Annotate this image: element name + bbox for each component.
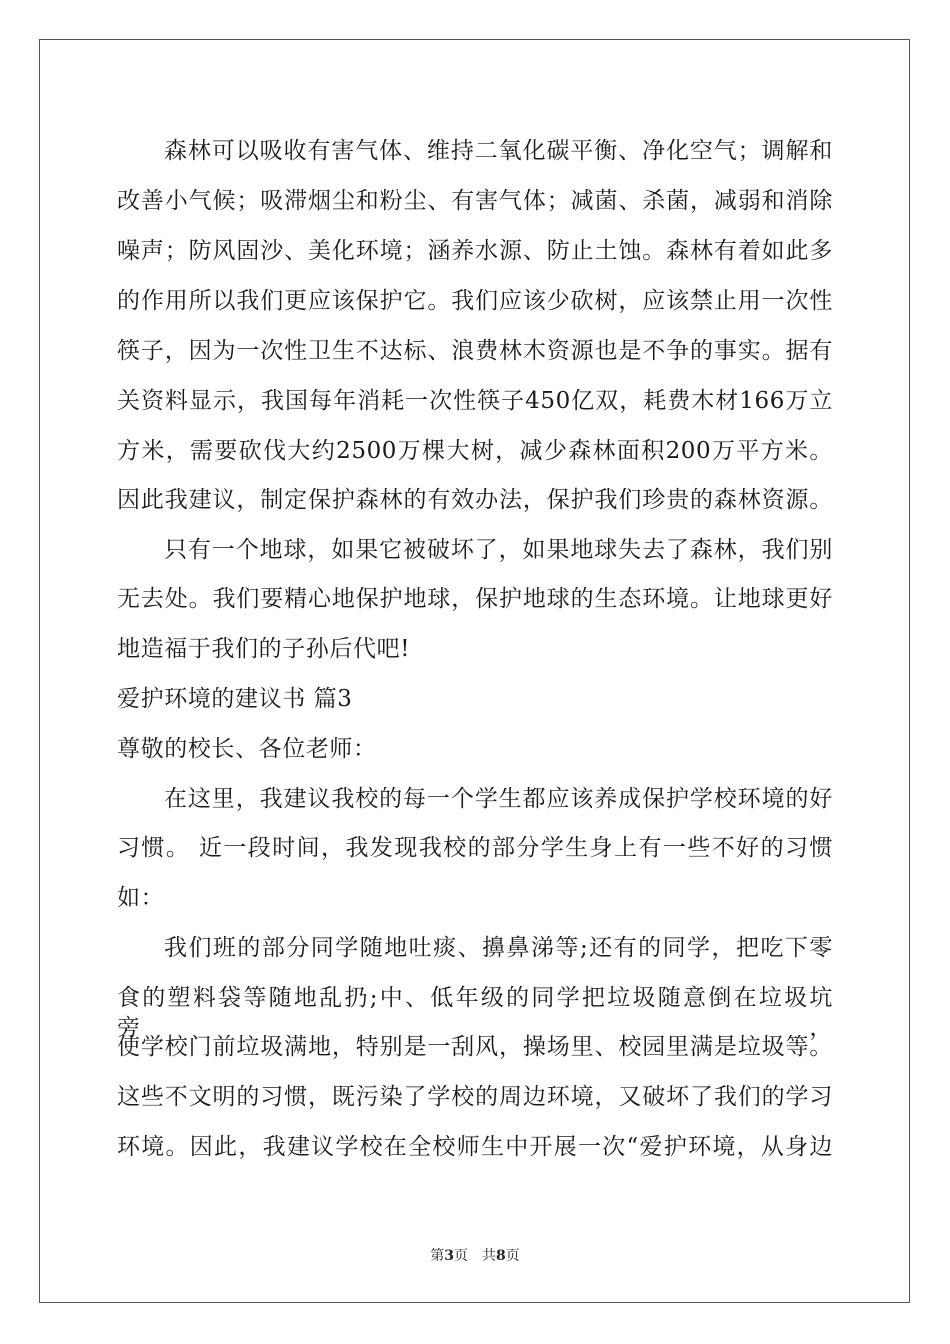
total-suffix: 页 <box>505 1248 520 1264</box>
text-line: 的作用所以我们更应该保护它。我们应该少砍树，应该禁止用一次性 <box>117 288 833 314</box>
text-line: 无去处。我们要精心地保护地球，保护地球的生态环境。让地球更好 <box>117 586 833 612</box>
page-total: 8 <box>496 1248 506 1264</box>
text-line: 这些不文明的习惯，既污染了学校的周边环境，又破坏了我们的学习 <box>117 1084 833 1110</box>
text-line: 森林可以吸收有害气体、维持二氧化碳平衡、净化空气；调解和 <box>164 138 833 164</box>
text-line: 在这里，我建议我校的每一个学生都应该养成保护学校环境的好 <box>164 786 833 812</box>
text-line: 使学校门前垃圾满地，特别是一刮风，操场里、校园里满是垃圾等。 <box>117 1034 833 1060</box>
total-prefix: 共 <box>482 1248 496 1264</box>
text-line: 如： <box>117 885 165 911</box>
text-line: 食的塑料袋等随地乱扔;中、低年级的同学把垃圾随意倒在垃圾坑旁， <box>117 985 833 1041</box>
page-mid: 页 <box>454 1248 468 1264</box>
text-line: 地造福于我们的子孙后代吧! <box>117 636 411 662</box>
text-line: 只有一个地球，如果它被破坏了，如果地球失去了森林，我们别 <box>164 537 833 563</box>
text-line: 因此我建议，制定保护森林的有效办法，保护我们珍贵的森林资源。 <box>117 487 833 513</box>
page-current: 3 <box>444 1248 454 1264</box>
page-footer <box>0 1247 950 1265</box>
salutation: 尊敬的校长、各位老师： <box>117 736 377 762</box>
text-line: 关资料显示，我国每年消耗一次性筷子450亿双，耗费木材166万立 <box>117 388 833 414</box>
text-line: 改善小气候；吸滞烟尘和粉尘、有害气体；减菌、杀菌，减弱和消除 <box>117 188 833 214</box>
page-frame <box>39 39 910 1303</box>
page-prefix: 第 <box>430 1248 445 1264</box>
text-line: 习惯。 近一段时间，我发现我校的部分学生身上有一些不好的习惯 <box>117 835 833 861</box>
text-line: 噪声；防风固沙、美化环境；涵养水源、防止土蚀。森林有着如此多 <box>117 238 833 264</box>
text-line: 我们班的部分同学随地吐痰、擤鼻涕等;还有的同学，把吃下零 <box>164 935 833 961</box>
text-line: 环境。因此，我建议学校在全校师生中开展一次“爱护环境，从身边 <box>117 1134 833 1160</box>
section-heading: 爱护环境的建议书 篇3 <box>117 686 353 712</box>
text-line: 方米，需要砍伐大约2500万棵大树，减少森林面积200万平方米。 <box>117 438 833 464</box>
text-line: 筷子，因为一次性卫生不达标、浪费林木资源也是不争的事实。据有 <box>117 338 833 364</box>
